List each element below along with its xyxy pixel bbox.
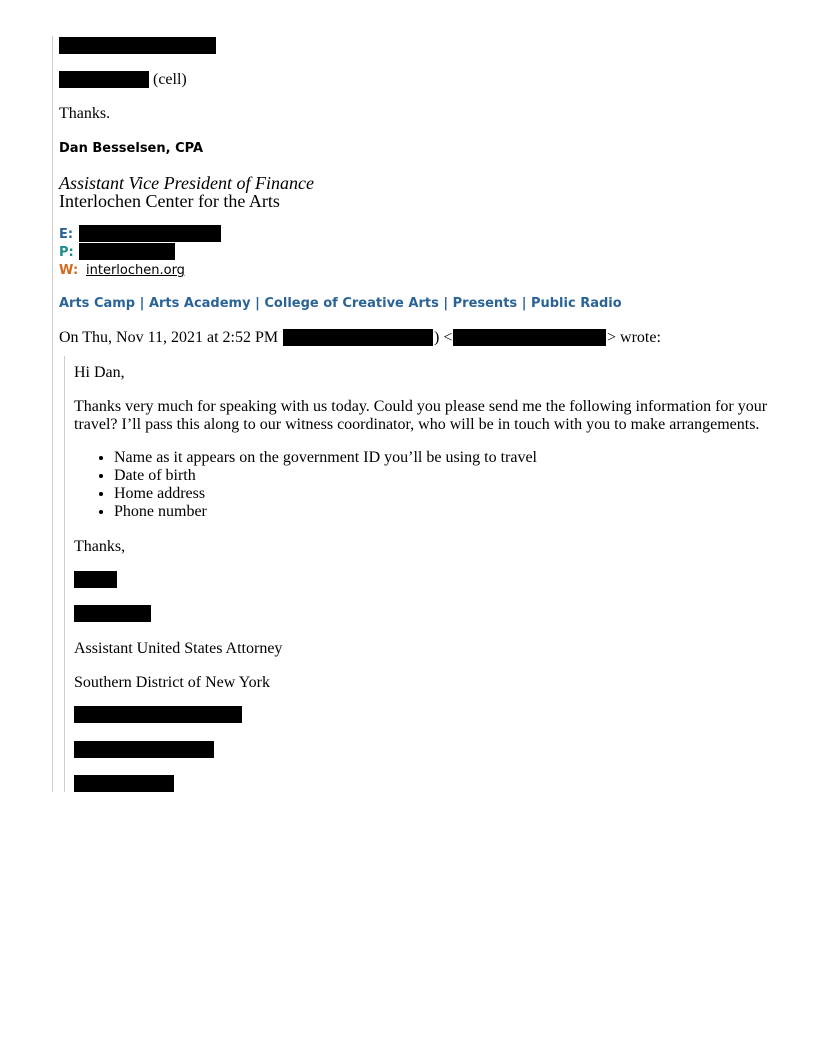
reply-header-suffix: > wrote: xyxy=(607,329,661,346)
reply-header-mid: ) < xyxy=(434,329,453,346)
redacted-block xyxy=(74,706,242,723)
list-item: • Date of birth xyxy=(114,467,537,485)
redacted-block xyxy=(74,775,174,792)
redacted-block xyxy=(59,37,216,54)
list-item: • Phone number xyxy=(114,503,537,521)
list-item: • Home address xyxy=(114,485,537,503)
link-separator: | xyxy=(139,296,145,311)
thanks-text: Thanks. xyxy=(59,105,111,122)
redacted-sender-name xyxy=(283,329,433,346)
link-separator: | xyxy=(521,296,527,311)
sender-title: Assistant United States Attorney xyxy=(74,640,283,657)
link-public-radio[interactable]: Public Radio xyxy=(530,296,622,311)
link-arts-academy[interactable]: Arts Academy xyxy=(148,296,251,311)
reply-header-prefix: On Thu, Nov 11, 2021 at 2:52 PM xyxy=(59,329,279,346)
quoted-body: Thanks very much for speaking with us today. Could you please send me the following information for your travel? I’ll pass this along to our witness coordinator, who will be in touch with you to make arrangements. xyxy=(74,398,768,433)
link-presents[interactable]: Presents xyxy=(452,296,518,311)
signature-title: Assistant Vice President of Finance xyxy=(59,173,314,193)
signature-org: Interlochen Center for the Arts xyxy=(59,191,280,211)
requested-info-list xyxy=(74,449,537,521)
web-label: W: xyxy=(59,263,79,278)
redacted-sender-email xyxy=(453,329,606,346)
link-arts-camp[interactable]: Arts Camp xyxy=(59,296,136,311)
phone-label: P: xyxy=(59,245,74,260)
email-label: E: xyxy=(59,227,74,242)
redacted-phone xyxy=(79,243,175,260)
website-link[interactable]: interlochen.org xyxy=(86,263,185,278)
quoted-greeting: Hi Dan, xyxy=(74,364,125,381)
redacted-block xyxy=(74,741,214,758)
link-separator: | xyxy=(255,296,260,311)
redacted-block xyxy=(74,605,151,622)
quoted-closing: Thanks, xyxy=(74,538,126,555)
redacted-block xyxy=(74,571,117,588)
program-links xyxy=(59,296,622,311)
redacted-block xyxy=(59,71,149,88)
redacted-email xyxy=(79,225,221,242)
signature-name: Dan Besselsen, CPA xyxy=(59,141,204,156)
sender-office: Southern District of New York xyxy=(74,674,270,691)
list-item: • Name as it appears on the government ID you’ll be using to travel xyxy=(114,449,537,467)
link-college[interactable]: College of Creative Arts xyxy=(264,296,439,311)
cell-suffix: (cell) xyxy=(153,71,187,88)
link-separator: | xyxy=(443,296,449,311)
